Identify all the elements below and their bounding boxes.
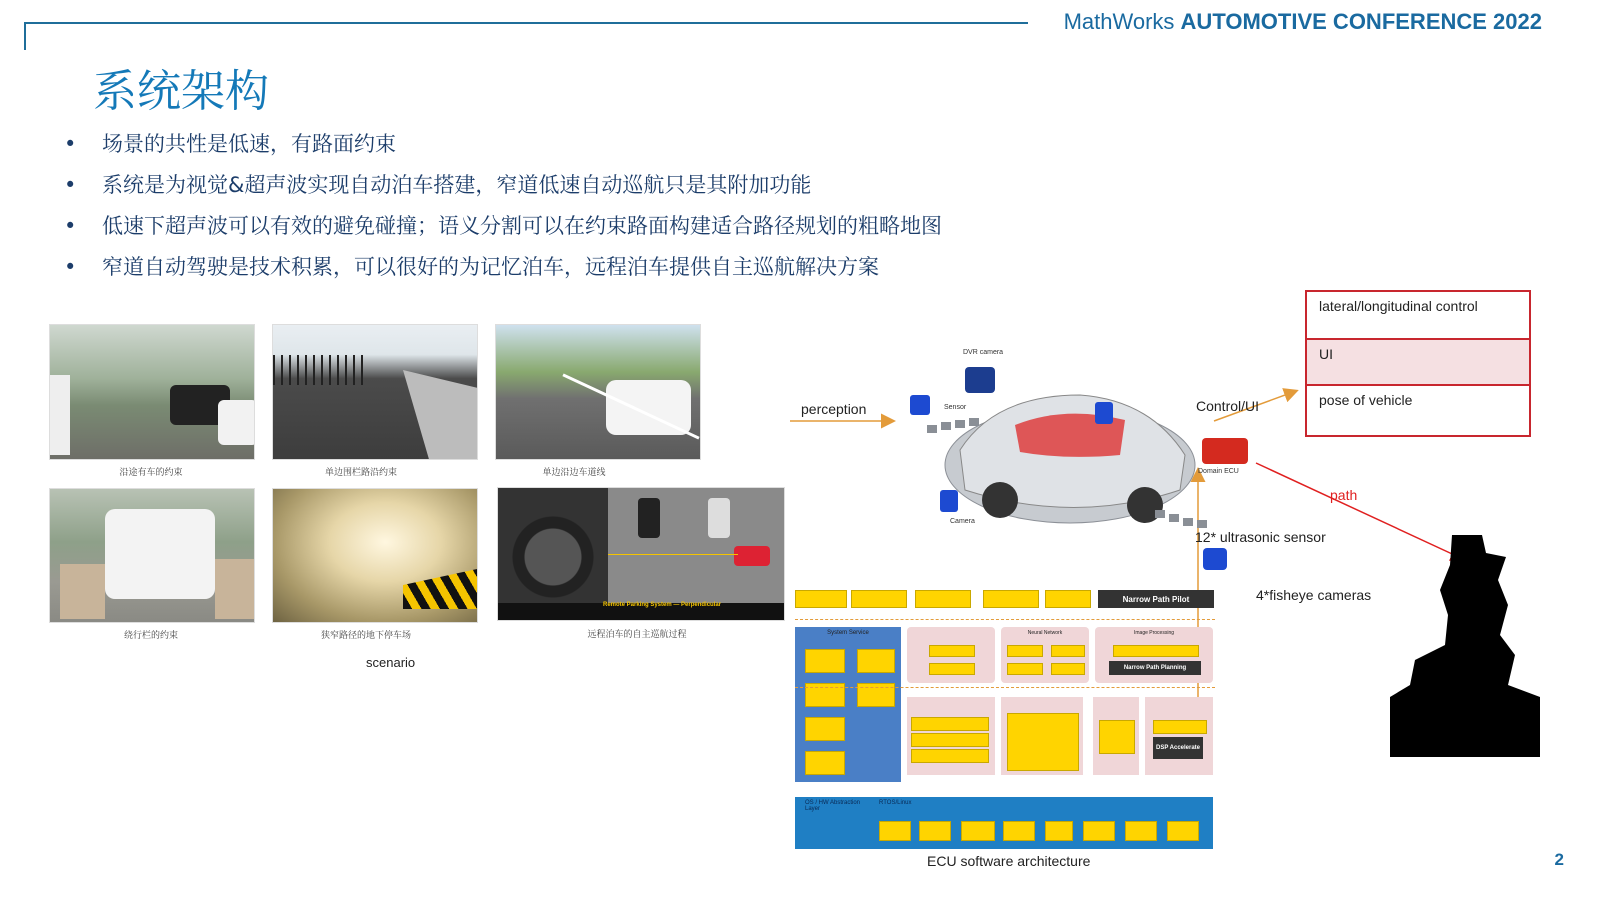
bullet-item: • 窄道自动驾驶是技术积累，可以很好的为记忆泊车，远程泊车提供自主巡航解决方案	[62, 251, 942, 292]
control-output-box	[1305, 290, 1531, 437]
dvr-camera-label: DVR camera	[963, 349, 1004, 356]
sensor-icon	[910, 395, 930, 415]
rtos-label: RTOS/Linux	[879, 800, 912, 806]
image-processing-label: Image Processing	[1133, 630, 1175, 636]
ultrasonic-label: 12* ultrasonic sensor	[1195, 529, 1326, 545]
control-item: lateral/longitudinal control	[1307, 292, 1529, 340]
control-item: pose of vehicle	[1319, 392, 1413, 408]
os-layer-block	[795, 797, 1213, 849]
ultrasonic-sensor-icon	[1203, 548, 1227, 570]
system-service-label: System Service	[827, 630, 869, 636]
narrow-path-planning-block: Narrow Path Planning	[1109, 661, 1201, 675]
path-label: path	[1330, 487, 1358, 503]
camera-label: Camera	[950, 518, 975, 525]
ecu-architecture	[793, 585, 1216, 850]
sensor-icon	[1095, 402, 1113, 424]
car-illustration	[905, 340, 1235, 560]
photo-caption: 单边沿边车道线	[542, 468, 606, 478]
fisheye-label: 4*fisheye cameras	[1256, 587, 1372, 603]
control-ui-label: Control/UI	[1196, 398, 1260, 414]
function-block	[795, 590, 847, 608]
bullet-item: • 低速下超声波可以有效的避免碰撞；语义分割可以在约束路面构建适合路径规划的粗略地图	[62, 210, 942, 251]
ecu-caption: ECU software architecture	[927, 853, 1091, 869]
conference-name: AUTOMOTIVE CONFERENCE 2022	[1180, 9, 1542, 34]
brand-name: MathWorks	[1063, 9, 1175, 34]
domain-ecu-icon	[1202, 438, 1248, 464]
scenario-label: scenario	[366, 655, 416, 670]
bullet-item: • 场景的共性是低速，有路面约束	[62, 128, 942, 169]
narrow-path-pilot-block: Narrow Path Pilot	[1098, 590, 1214, 608]
dsp-accelerate-block: DSP Accelerate	[1153, 737, 1203, 759]
photo-caption: 远程泊车的自主巡航过程	[587, 630, 687, 640]
remote-parking-title: Remote Parking System — Perpendicular	[603, 602, 722, 608]
semantic-map	[1390, 535, 1540, 757]
neural-network-label: Neural Network	[1027, 630, 1063, 636]
domain-ecu-label: Domain ECU	[1198, 468, 1239, 475]
function-block	[1045, 590, 1091, 608]
bullet-item: • 系统是为视觉&超声波实现自动泊车搭建，窄道低速自动巡航只是其附加功能	[62, 169, 942, 210]
photo-caption: 绕行栏的约束	[123, 631, 178, 641]
function-block	[915, 590, 971, 608]
camera-icon	[940, 490, 958, 512]
perception-label: perception	[801, 401, 867, 417]
hal-label: OS / HW Abstraction Layer	[805, 800, 861, 812]
photo-caption: 单边围栏路沿约束	[324, 468, 397, 478]
function-block	[851, 590, 907, 608]
slide-title: 系统架构	[93, 66, 269, 117]
sensor-label: Sensor	[944, 404, 967, 411]
control-item: UI	[1307, 340, 1529, 386]
system-service-block	[795, 627, 901, 782]
photo-caption: 沿途有车的约束	[119, 468, 183, 478]
dvr-camera-icon	[965, 367, 995, 393]
function-block	[983, 590, 1039, 608]
photo-caption: 狭窄路径的地下停车场	[320, 631, 411, 641]
page-number: 2	[1554, 850, 1564, 869]
